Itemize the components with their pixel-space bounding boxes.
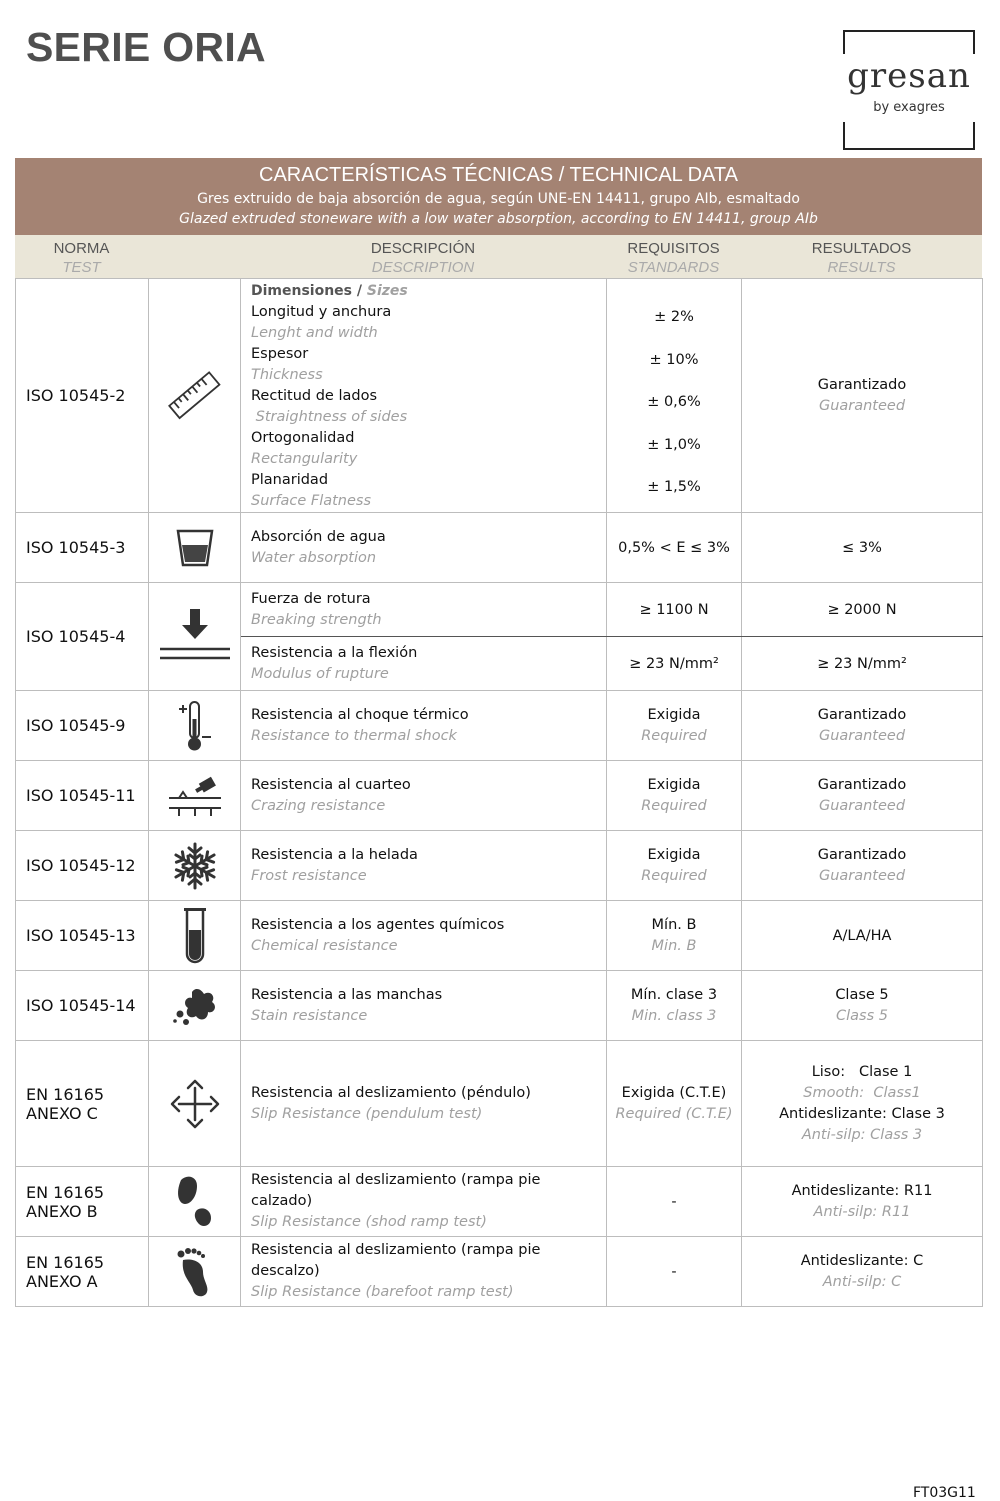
col-requisitos: REQUISITOS STANDARDS	[627, 240, 720, 276]
logo-brand: gresan	[847, 56, 971, 96]
col-resultados: RESULTADOS RESULTS	[811, 240, 912, 276]
table-row-frost: ISO 10545-12 Resistencia a la helada Frost resistance Exigida Required Garantizado Guaranteed	[16, 831, 983, 901]
footprint-icon	[149, 1237, 241, 1307]
table-row-slip-barefoot: EN 16165 ANEXO A Resistencia al deslizamiento (rampa pie descalzo) Slip Resistance (barefoot ramp test) - Antideslizante: C Anti-silp: C	[16, 1237, 983, 1307]
table-row-dimensions	[16, 279, 983, 513]
document-code: FT03G11	[913, 1485, 976, 1501]
stain-icon	[149, 971, 241, 1041]
banner-heading: CARACTERÍSTICAS TÉCNICAS / TECHNICAL DATA	[259, 164, 738, 186]
banner-subtitle-en: Glazed extruded stoneware with a low water absorption, according to EN 14411, group AIb	[179, 211, 818, 227]
dimensions-title: Dimensiones / Sizes	[251, 283, 408, 299]
norma-cell: ISO 10545-2	[16, 279, 149, 513]
ruler-icon	[149, 279, 241, 513]
table-row-water-absorption: ISO 10545-3 Absorción de agua Water absorption 0,5% < E ≤ 3% ≤ 3%	[16, 513, 983, 583]
crazing-icon	[149, 761, 241, 831]
table-row-slip-pendulum: EN 16165 ANEXO C Resistencia al deslizamiento (péndulo) Slip Resistance (pendulum test) Exigida (C.T.E) Required (C.T.E) Liso: Clase 1 Smooth: Class1 Antideslizante: Clase 3 Anti-silp: Class 3	[16, 1041, 983, 1167]
shoe-print-icon	[149, 1167, 241, 1237]
test-tube-icon	[149, 901, 241, 971]
technical-data-banner	[15, 158, 982, 235]
glass-icon	[149, 513, 241, 583]
column-header	[15, 235, 982, 278]
gresan-logo	[843, 30, 973, 150]
banner-subtitle-es: Gres extruido de baja absorción de agua, según UNE-EN 14411, grupo AIb, esmaltado	[197, 191, 800, 207]
logo-sub: by exagres	[873, 100, 945, 115]
move-arrows-icon	[149, 1041, 241, 1167]
table-row-thermal-shock: ISO 10545-9 Resistencia al choque térmico Resistance to thermal shock Exigida Required Garantizado Guaranteed	[16, 691, 983, 761]
table-row-modulus-of-rupture: Resistencia a la flexión Modulus of rupture ≥ 23 N/mm² ≥ 23 N/mm²	[16, 637, 983, 691]
table-row-stain: ISO 10545-14 Resistencia a las manchas Stain resistance Mín. clase 3 Min. class 3 Clase 5 Class 5	[16, 971, 983, 1041]
table-row-breaking-strength: ISO 10545-4 Fuerza de rotura Breaking strength ≥ 1100 N ≥ 2000 N	[16, 583, 983, 637]
col-norma: NORMA TEST	[53, 240, 110, 276]
table-row-crazing: ISO 10545-11 Resistencia al cuarteo Crazing resistance Exigida Required Garantizado Guaranteed	[16, 761, 983, 831]
col-descripcion: DESCRIPCIÓN DESCRIPTION	[370, 240, 476, 276]
snowflake-icon	[149, 831, 241, 901]
technical-data-table	[15, 278, 983, 1307]
pressure-arrow-icon	[149, 583, 241, 691]
desc-cell: Dimensiones / Sizes Longitud y anchura Lenght and width Espesor Thickness Rectitud de lados Straightness of sides Ortogonalidad Rectangularity Planaridad Surface Flatness	[241, 279, 607, 513]
table-row-slip-shod: EN 16165 ANEXO B Resistencia al deslizamiento (rampa pie calzado) Slip Resistance (shod ramp test) - Antideslizante: R11 Anti-silp: R11	[16, 1167, 983, 1237]
page-title: SERIE ORIA	[26, 24, 266, 70]
req-cell: ± 2% ± 10% ± 0,6% ± 1,0% ± 1,5%	[607, 279, 742, 513]
res-cell: Garantizado Guaranteed	[742, 279, 983, 513]
table-row-chemical: ISO 10545-13 Resistencia a los agentes químicos Chemical resistance Mín. B Min. B A/LA/HA	[16, 901, 983, 971]
thermometer-icon	[149, 691, 241, 761]
